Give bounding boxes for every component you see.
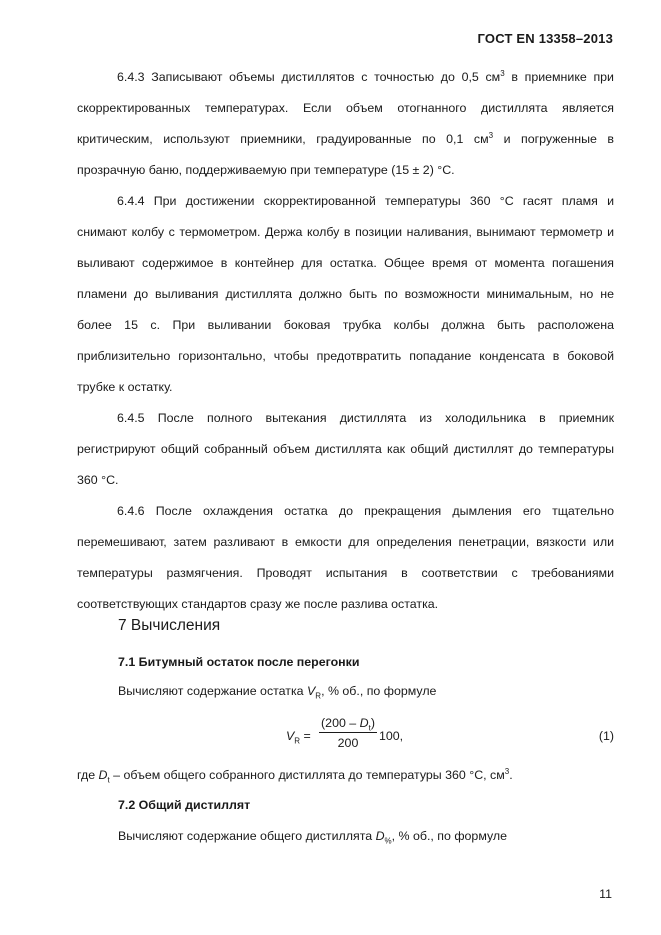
formula-lhs <box>286 729 311 746</box>
paragraph-6-4-3 <box>77 62 614 186</box>
paragraph-6-4-3-part-c: и погруженные в прозрачную баню, поддерживаемую при температуре (15 ± 2) °С. <box>77 132 614 177</box>
variable-d: D <box>375 829 385 843</box>
numerator-part-a: (200 – <box>321 716 360 730</box>
subsection-7-2-title: 7.2 Общий дистиллят <box>118 798 251 812</box>
variable-v: V <box>286 729 295 743</box>
where-end: . <box>509 768 513 782</box>
variable-v: V <box>307 684 316 698</box>
fraction <box>319 716 377 750</box>
variable-subscript-r: R <box>294 736 301 746</box>
body-text <box>77 62 614 620</box>
formula-intro-7-2 <box>118 829 508 846</box>
paragraph-6-4-4: 6.4.4 При достижении скорректированной температуры 360 °С гасят пламя и снимают колбу с термометром. Держа колбу в позиции наливания, вынимают термометр и выливают содержимое в контейнер для остатка. Общее время от момента погашения пламени до выливания дистиллята должно быть по возможности минимальным, но не более 15 с. При выливании боковая трубка колбы должна быть расположена приблизительно горизонтально, чтобы предотвратить попадание конденсата в боковой трубке к остатку. <box>77 194 614 394</box>
paragraph-6-4-5: 6.4.5 После полного вытекания дистиллята из холодильника в приемник регистрируют общий собранный объем дистиллята как общий дистиллят до температуры 360 °С. <box>77 411 614 487</box>
superscript-cube: 3 <box>500 68 505 78</box>
formula-intro-7-1 <box>118 684 437 701</box>
intro-text-end: , % об., по формуле <box>321 684 437 698</box>
paragraph-6-4-6: 6.4.6 После охлаждения остатка до прекращения дымления его тщательно перемешивают, затем разливают в емкости для определения пенетрации, вязкости или температуры размягчения. Проводят испытания в соответствии с требованиями соответствующих стандартов сразу же после разлива остатка. <box>77 504 614 611</box>
superscript-cube: 3 <box>504 766 510 776</box>
where-text: – объем общего собранного дистиллята до температуры 360 °С, см <box>109 768 505 782</box>
variable-subscript-t: t <box>368 723 371 733</box>
equation-number: (1) <box>598 729 614 743</box>
standard-header: ГОСТ EN 13358–2013 <box>477 31 613 46</box>
where-clause <box>77 766 513 785</box>
intro-text-end: , % об., по формуле <box>391 829 508 843</box>
multiplier: 100, <box>379 729 404 743</box>
numerator-part-b: ) <box>370 716 375 730</box>
subsection-7-1-title: 7.1 Битумный остаток после перегонки <box>118 655 360 669</box>
variable-d: D <box>98 768 108 782</box>
superscript-cube: 3 <box>488 130 494 140</box>
section-title: 7 Вычисления <box>118 617 221 634</box>
numerator <box>319 716 377 732</box>
where-prefix: где <box>77 768 99 782</box>
variable-d: D <box>359 716 369 730</box>
page-number: 11 <box>599 887 612 901</box>
equals-sign: = <box>300 729 311 743</box>
intro-text: Вычисляют содержание общего дистиллята <box>118 829 376 843</box>
variable-subscript-percent: % <box>384 836 392 846</box>
intro-text: Вычисляют содержание остатка <box>118 684 308 698</box>
variable-subscript-r: R <box>315 691 322 701</box>
variable-subscript-t: t <box>107 775 110 785</box>
formula-1 <box>286 716 426 760</box>
denominator: 200 <box>337 736 359 750</box>
paragraph-6-4-3-part-a: 6.4.3 Записывают объемы дистиллятов с точностью до 0,5 см <box>117 70 501 84</box>
paragraph-6-4-3-part-b: в приемнике при скорректированных температурах. Если объем отогнанного дистиллята является критическим, используют приемники, градуированные по 0,1 см <box>77 70 614 146</box>
